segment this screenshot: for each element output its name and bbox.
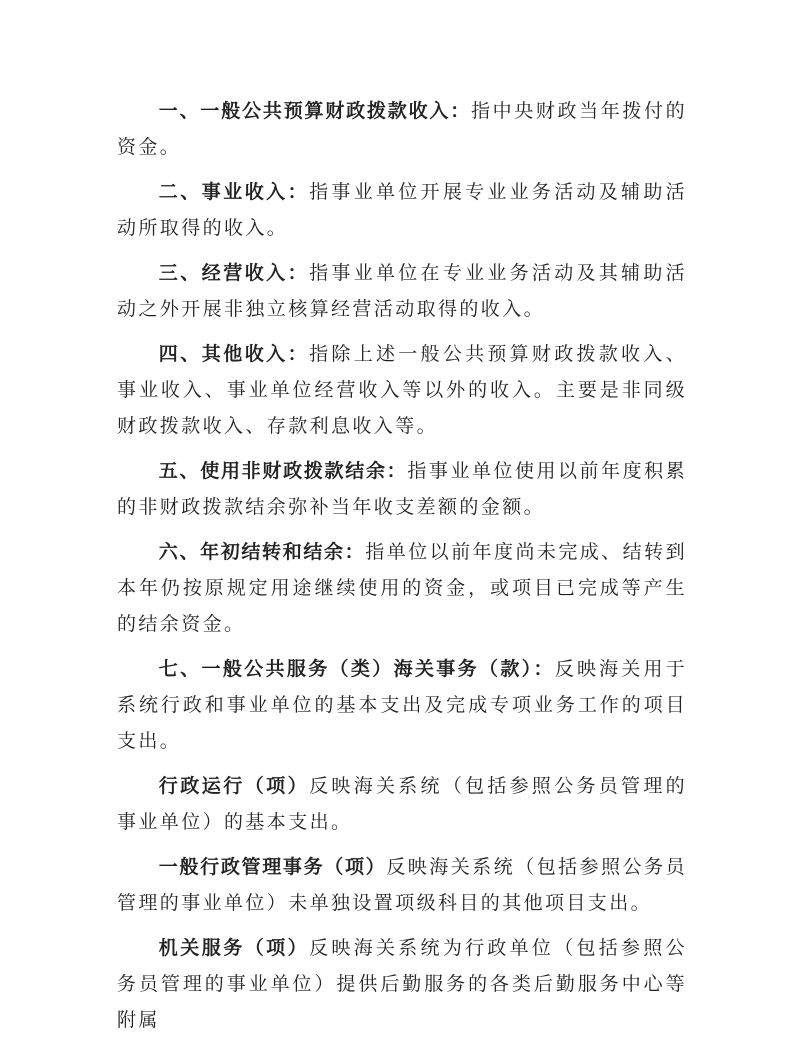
paragraph-text: 反映海关系统为行政单位（包括参照公务员管理的事业单位）提供后勤服务的各类后勤服务中心等附属 xyxy=(117,937,688,1031)
paragraph-text: 指事业单位使用以前年度积累的非财政拨款结余弥补当年收支差额的金额。 xyxy=(117,460,688,518)
paragraph-text: 指事业单位在专业业务活动及其辅助活动之外开展非独立核算经营活动取得的收入。 xyxy=(117,262,688,320)
paragraph-text: 反映海关系统（包括参照公务员管理的事业单位）的基本支出。 xyxy=(117,775,688,833)
paragraph-term: 二、事业收入： xyxy=(158,181,310,203)
paragraph-text: 指事业单位开展专业业务活动及辅助活动所取得的收入。 xyxy=(117,181,688,239)
document-body xyxy=(117,93,687,1038)
paragraph-term: 四、其他收入： xyxy=(158,343,310,365)
paragraph-term: 六、年初结转和结余： xyxy=(158,541,366,563)
paragraph-text: 指中央财政当年拨付的资金。 xyxy=(117,100,687,158)
paragraph-other-income xyxy=(117,336,687,444)
paragraph-text: 指除上述一般公共预算财政拨款收入、事业收入、事业单位经营收入等以外的收入。主要是非同级财政拨款收入、存款利息收入等。 xyxy=(117,343,688,437)
paragraph-term: 五、使用非财政拨款结余： xyxy=(158,460,408,482)
paragraph-operating-income xyxy=(117,255,687,327)
paragraph-business-income xyxy=(117,174,687,246)
paragraph-term: 三、经营收入： xyxy=(158,262,310,284)
paragraph-agency-services xyxy=(117,930,687,1038)
paragraph-general-budget-income xyxy=(117,93,687,165)
paragraph-text: 反映海关系统（包括参照公务员管理的事业单位）未单独设置项级科目的其他项目支出。 xyxy=(117,856,687,914)
paragraph-term: 行政运行（项） xyxy=(158,775,310,797)
paragraph-general-admin xyxy=(117,849,687,921)
paragraph-carryover-balance xyxy=(117,534,687,642)
paragraph-term: 一般行政管理事务（项） xyxy=(158,856,387,878)
paragraph-term: 七、一般公共服务（类）海关事务（款）： xyxy=(158,658,555,680)
paragraph-customs-affairs xyxy=(117,651,687,759)
paragraph-text: 反映海关用于系统行政和事业单位的基本支出及完成专项业务工作的项目支出。 xyxy=(117,658,688,752)
paragraph-admin-operation xyxy=(117,768,687,840)
paragraph-term: 一、一般公共预算财政拨款收入： xyxy=(158,100,472,122)
paragraph-term: 机关服务（项） xyxy=(158,937,310,959)
paragraph-text: 指单位以前年度尚未完成、结转到本年仍按原规定用途继续使用的资金，或项目已完成等产生的结余资金。 xyxy=(117,541,687,635)
paragraph-non-fiscal-balance xyxy=(117,453,687,525)
